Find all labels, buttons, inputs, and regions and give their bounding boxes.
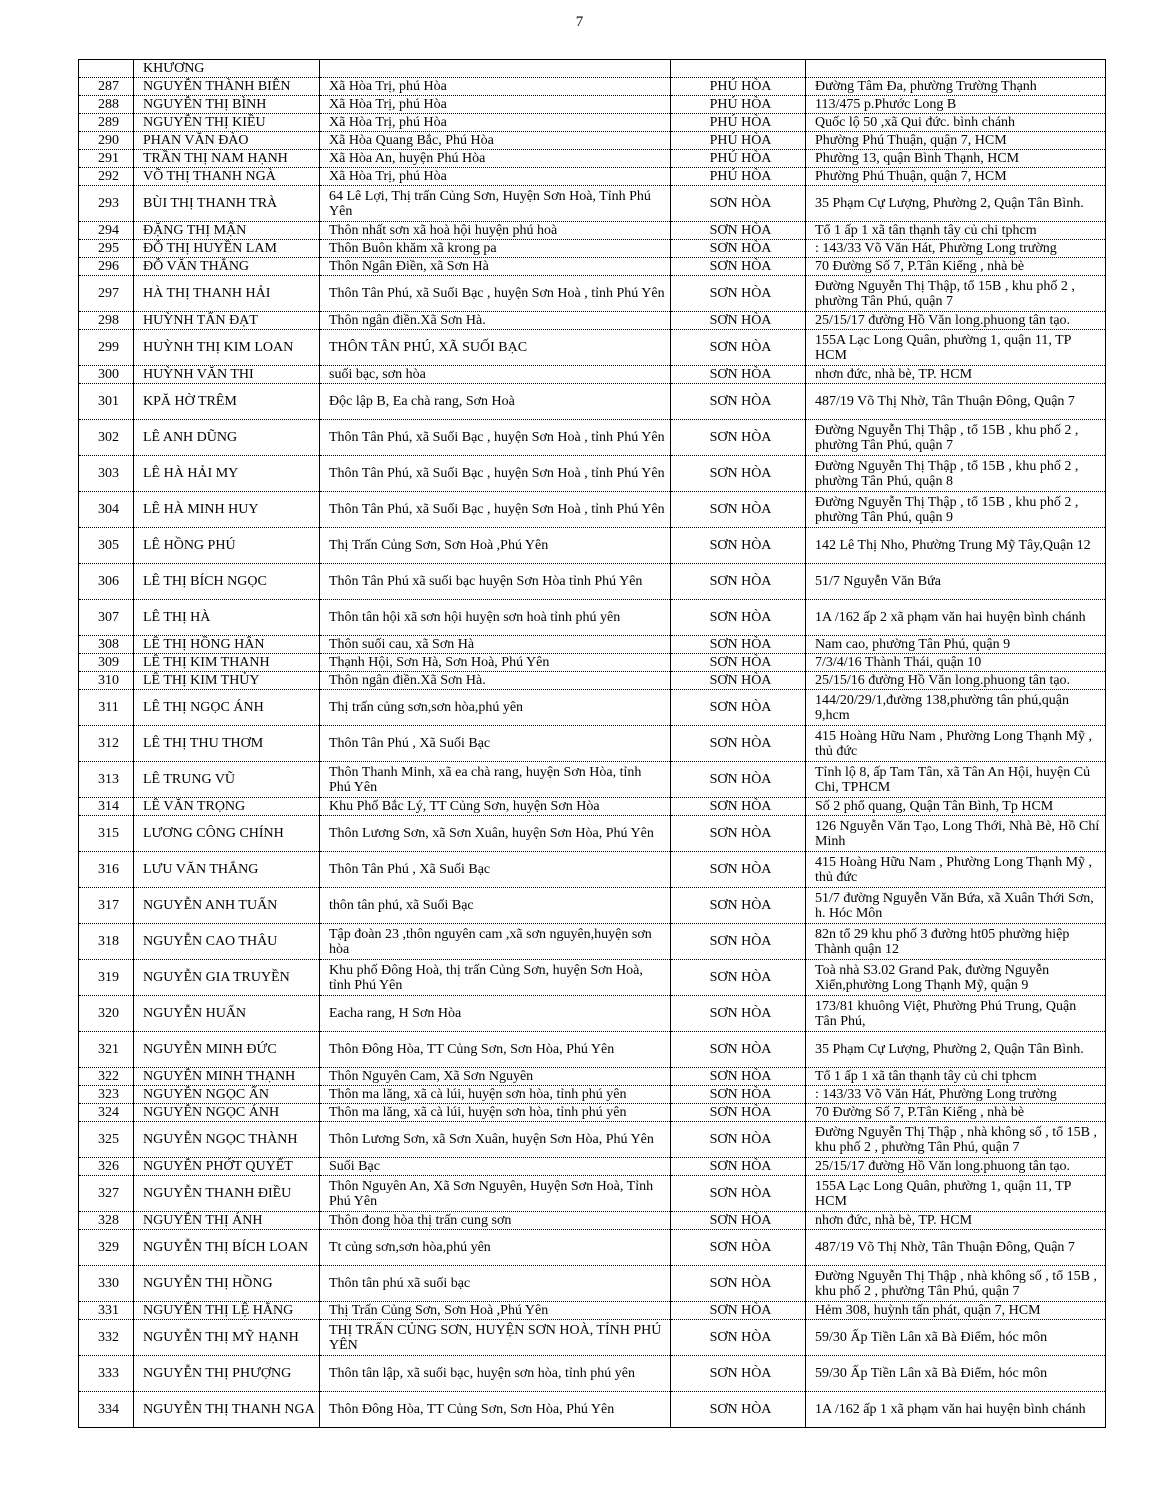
district: SƠN HÒA	[671, 276, 806, 312]
home-address: THÔN TÂN PHÚ, XÃ SUỐI BẠC	[320, 330, 671, 366]
row-number: 328	[79, 1212, 134, 1230]
person-name: NGUYỄN THỊ KIỀU	[134, 114, 320, 132]
district: SƠN HÒA	[671, 384, 806, 420]
home-address: Thôn nhất sơn xã hoà hội huyện phú hoà	[320, 222, 671, 240]
district: SƠN HÒA	[671, 456, 806, 492]
table-row	[79, 798, 1106, 816]
current-address: Quốc lộ 50 ,xã Qui đức. bình chánh	[806, 114, 1106, 132]
district: SƠN HÒA	[671, 1212, 806, 1230]
district: SƠN HÒA	[671, 1266, 806, 1302]
home-address	[320, 60, 671, 78]
current-address: 51/7 Nguyễn Văn Bứa	[806, 564, 1106, 600]
current-address: 126 Nguyễn Văn Tạo, Long Thới, Nhà Bè, Hồ Chí Minh	[806, 816, 1106, 852]
person-name: LÊ HỒNG PHÚ	[134, 528, 320, 564]
current-address: 487/19 Võ Thị Nhờ, Tân Thuận Đông, Quận 7	[806, 1230, 1106, 1266]
district	[671, 60, 806, 78]
person-name: LÊ THỊ BÍCH NGỌC	[134, 564, 320, 600]
person-name: LÊ HÀ HẢI MY	[134, 456, 320, 492]
table-row	[79, 1356, 1106, 1392]
home-address: Thôn Tân Phú, xã Suối Bạc , huyện Sơn Hoà , tỉnh Phú Yên	[320, 456, 671, 492]
row-number: 318	[79, 924, 134, 960]
person-name: NGUYỄN MINH ĐỨC	[134, 1032, 320, 1068]
row-number: 326	[79, 1158, 134, 1176]
table-row	[79, 150, 1106, 168]
home-address: Độc lập B, Ea chà rang, Sơn Hoà	[320, 384, 671, 420]
table-row	[79, 1176, 1106, 1212]
current-address: 25/15/17 đường Hồ Văn long.phuong tân tạo.	[806, 312, 1106, 330]
person-name: NGUYỄN THỊ THANH NGA	[134, 1392, 320, 1428]
person-name: LÊ VĂN TRỌNG	[134, 798, 320, 816]
row-number: 321	[79, 1032, 134, 1068]
row-number: 329	[79, 1230, 134, 1266]
person-name: KPĂ HỜ TRÊM	[134, 384, 320, 420]
row-number: 301	[79, 384, 134, 420]
home-address: Thôn ma lăng, xã cà lúi, huyện sơn hòa, tỉnh phú yên	[320, 1086, 671, 1104]
district: SƠN HÒA	[671, 420, 806, 456]
row-number: 327	[79, 1176, 134, 1212]
district: PHÚ HÒA	[671, 168, 806, 186]
district: SƠN HÒA	[671, 1068, 806, 1086]
current-address: Số 2 phổ quang, Quận Tân Bình, Tp HCM	[806, 798, 1106, 816]
row-number: 331	[79, 1302, 134, 1320]
row-number: 315	[79, 816, 134, 852]
district: SƠN HÒA	[671, 726, 806, 762]
district: SƠN HÒA	[671, 672, 806, 690]
person-name: HÀ THỊ THANH HẢI	[134, 276, 320, 312]
district: SƠN HÒA	[671, 1356, 806, 1392]
person-name: LÊ THỊ THU THƠM	[134, 726, 320, 762]
person-name: NGUYỄN GIA TRUYỀN	[134, 960, 320, 996]
row-number: 302	[79, 420, 134, 456]
row-number: 319	[79, 960, 134, 996]
current-address: Phường Phú Thuận, quận 7, HCM	[806, 168, 1106, 186]
current-address: Phường 13, quận Bình Thạnh, HCM	[806, 150, 1106, 168]
row-number: 295	[79, 240, 134, 258]
district: SƠN HÒA	[671, 1122, 806, 1158]
home-address: Tập đoàn 23 ,thôn nguyên cam ,xã sơn nguyên,huyện sơn hòa	[320, 924, 671, 960]
current-address: 113/475 p.Phước Long B	[806, 96, 1106, 114]
row-number: 325	[79, 1122, 134, 1158]
row-number: 300	[79, 366, 134, 384]
person-name: ĐỖ VĂN THẮNG	[134, 258, 320, 276]
home-address: Xã Hòa Trị, phú Hòa	[320, 78, 671, 96]
home-address: THỊ TRẤN CỦNG SƠN, HUYỆN SƠN HOÀ, TỈNH PHÚ YÊN	[320, 1320, 671, 1356]
district: SƠN HÒA	[671, 636, 806, 654]
home-address: Thôn Tân Phú , Xã Suối Bạc	[320, 726, 671, 762]
home-address: Thôn đong hòa thị trấn cung sơn	[320, 1212, 671, 1230]
person-name: LÊ THỊ HỒNG HÂN	[134, 636, 320, 654]
current-address: Hẻm 308, huỳnh tấn phát, quận 7, HCM	[806, 1302, 1106, 1320]
row-number: 312	[79, 726, 134, 762]
row-number: 307	[79, 600, 134, 636]
home-address: Suối Bạc	[320, 1158, 671, 1176]
table-row	[79, 996, 1106, 1032]
person-name: NGUYỄN ANH TUẤN	[134, 888, 320, 924]
row-number: 305	[79, 528, 134, 564]
district: SƠN HÒA	[671, 924, 806, 960]
district: SƠN HÒA	[671, 186, 806, 222]
table-row	[79, 330, 1106, 366]
roster-table	[78, 59, 1106, 1428]
person-name: KHƯƠNG	[134, 60, 320, 78]
current-address: 487/19 Võ Thị Nhờ, Tân Thuận Đông, Quận 7	[806, 384, 1106, 420]
current-address: Đường Nguyễn Thị Thập , nhà không số , tổ 15B , khu phố 2 , phường Tân Phú, quận 7	[806, 1266, 1106, 1302]
row-number: 299	[79, 330, 134, 366]
current-address: Đường Nguyễn Thị Thập , tổ 15B , khu phố 2 , phường Tân Phú, quận 9	[806, 492, 1106, 528]
home-address: Thôn Thanh Minh, xã ea chà rang, huyện Sơn Hòa, tỉnh Phú Yên	[320, 762, 671, 798]
row-number: 297	[79, 276, 134, 312]
district: SƠN HÒA	[671, 222, 806, 240]
person-name: LÊ THỊ KIM THỦY	[134, 672, 320, 690]
district: SƠN HÒA	[671, 762, 806, 798]
table-row	[79, 1320, 1106, 1356]
table-row	[79, 726, 1106, 762]
table-row	[79, 456, 1106, 492]
district: SƠN HÒA	[671, 312, 806, 330]
person-name: NGUYỄN THỊ ÁNH	[134, 1212, 320, 1230]
district: SƠN HÒA	[671, 816, 806, 852]
table-row	[79, 816, 1106, 852]
row-number: 313	[79, 762, 134, 798]
row-number: 330	[79, 1266, 134, 1302]
person-name: LÊ TRUNG VŨ	[134, 762, 320, 798]
district: SƠN HÒA	[671, 528, 806, 564]
table-row	[79, 690, 1106, 726]
table-row	[79, 366, 1106, 384]
district: SƠN HÒA	[671, 960, 806, 996]
row-number: 293	[79, 186, 134, 222]
home-address: Xã Hòa Trị, phú Hòa	[320, 96, 671, 114]
table-row	[79, 420, 1106, 456]
person-name: PHAN VĂN ĐÀO	[134, 132, 320, 150]
person-name: ĐỖ THỊ HUYỀN LAM	[134, 240, 320, 258]
table-row	[79, 1266, 1106, 1302]
home-address: Thị Trấn Củng Sơn, Sơn Hoà ,Phú Yên	[320, 528, 671, 564]
current-address: 144/20/29/1,đường 138,phường tân phú,quận 9,hcm	[806, 690, 1106, 726]
current-address: 173/81 khuông Việt, Phường Phú Trung, Quận Tân Phú,	[806, 996, 1106, 1032]
district: SƠN HÒA	[671, 1176, 806, 1212]
current-address: 1A /162 ấp 1 xã phạm văn hai huyện bình chánh	[806, 1392, 1106, 1428]
district: SƠN HÒA	[671, 492, 806, 528]
table-row	[79, 78, 1106, 96]
home-address: Thôn Tân Phú, xã Suối Bạc , huyện Sơn Hoà , tỉnh Phú Yên	[320, 420, 671, 456]
current-address: 415 Hoàng Hữu Nam , Phường Long Thạnh Mỹ , thủ đức	[806, 852, 1106, 888]
person-name: NGUYỄN THỊ HỒNG	[134, 1266, 320, 1302]
current-address: Nam cao, phường Tân Phú, quận 9	[806, 636, 1106, 654]
person-name: LÊ HÀ MINH HUY	[134, 492, 320, 528]
home-address: Thôn Tân Phú , Xã Suối Bạc	[320, 852, 671, 888]
person-name: LƯU VĂN THẮNG	[134, 852, 320, 888]
district: SƠN HÒA	[671, 1392, 806, 1428]
row-number: 292	[79, 168, 134, 186]
home-address: Thôn Tân Phú, xã Suối Bạc , huyện Sơn Hoà , tỉnh Phú Yên	[320, 276, 671, 312]
current-address: 155A Lạc Long Quân, phường 1, quận 11, TP HCM	[806, 330, 1106, 366]
home-address: Khu phố Đông Hoà, thị trấn Củng Sơn, huyện Sơn Hoà, tỉnh Phú Yên	[320, 960, 671, 996]
row-number: 306	[79, 564, 134, 600]
row-number: 323	[79, 1086, 134, 1104]
home-address: Thị Trấn Củng Sơn, Sơn Hoà ,Phú Yên	[320, 1302, 671, 1320]
person-name: HUỲNH VĂN THI	[134, 366, 320, 384]
person-name: NGUYỄN HUẤN	[134, 996, 320, 1032]
table-row	[79, 888, 1106, 924]
person-name: NGUYỄN THỊ PHƯỢNG	[134, 1356, 320, 1392]
table-row	[79, 492, 1106, 528]
current-address: Tổ 1 ấp 1 xã tân thạnh tây củ chi tphcm	[806, 1068, 1106, 1086]
district: SƠN HÒA	[671, 366, 806, 384]
table-row	[79, 1032, 1106, 1068]
row-number: 291	[79, 150, 134, 168]
row-number: 298	[79, 312, 134, 330]
person-name: NGUYỄN MINH THẠNH	[134, 1068, 320, 1086]
table-row	[79, 222, 1106, 240]
person-name: LÊ THỊ NGỌC ÁNH	[134, 690, 320, 726]
current-address: 59/30 Ấp Tiền Lân xã Bà Điểm, hóc môn	[806, 1356, 1106, 1392]
person-name: NGUYỄN THỊ BÌNH	[134, 96, 320, 114]
district: SƠN HÒA	[671, 1032, 806, 1068]
home-address: Thôn tân lập, xã suối bạc, huyện sơn hòa, tỉnh phú yên	[320, 1356, 671, 1392]
home-address: Xã Hòa An, huyện Phú Hòa	[320, 150, 671, 168]
person-name: NGUYỄN CAO THÂU	[134, 924, 320, 960]
row-number: 314	[79, 798, 134, 816]
table-row	[79, 60, 1106, 78]
district: SƠN HÒA	[671, 258, 806, 276]
table-row	[79, 1158, 1106, 1176]
current-address: 25/15/17 đường Hồ Văn long.phuong tân tạo.	[806, 1158, 1106, 1176]
current-address: 1A /162 ấp 2 xã phạm văn hai huyện bình chánh	[806, 600, 1106, 636]
current-address: Đường Nguyễn Thị Thập, tổ 15B , khu phố 2 , phường Tân Phú, quận 7	[806, 276, 1106, 312]
row-number: 333	[79, 1356, 134, 1392]
table-row	[79, 1230, 1106, 1266]
table-row	[79, 1392, 1106, 1428]
person-name: NGUYỄN PHỚT QUYẾT	[134, 1158, 320, 1176]
district: SƠN HÒA	[671, 1086, 806, 1104]
table-row	[79, 762, 1106, 798]
home-address: Thôn Nguyên An, Xã Sơn Nguyên, Huyện Sơn Hoà, Tỉnh Phú Yên	[320, 1176, 671, 1212]
district: SƠN HÒA	[671, 240, 806, 258]
row-number: 310	[79, 672, 134, 690]
table-row	[79, 114, 1106, 132]
district: SƠN HÒA	[671, 600, 806, 636]
district: SƠN HÒA	[671, 798, 806, 816]
row-number: 324	[79, 1104, 134, 1122]
row-number: 320	[79, 996, 134, 1032]
person-name: LÊ THỊ KIM THANH	[134, 654, 320, 672]
person-name: NGUYỄN THỊ LỆ HẰNG	[134, 1302, 320, 1320]
current-address: 25/15/16 đường Hồ Văn long.phuong tân tạo.	[806, 672, 1106, 690]
person-name: NGUYỄN THỊ BÍCH LOAN	[134, 1230, 320, 1266]
current-address: : 143/33 Võ Văn Hát, Phường Long trường	[806, 240, 1106, 258]
row-number: 304	[79, 492, 134, 528]
table-row	[79, 168, 1106, 186]
row-number: 288	[79, 96, 134, 114]
home-address: Thôn Lương Sơn, xã Sơn Xuân, huyện Sơn Hòa, Phú Yên	[320, 1122, 671, 1158]
home-address: thôn tân phú, xã Suối Bạc	[320, 888, 671, 924]
district: SƠN HÒA	[671, 690, 806, 726]
person-name: NGUYỄN NGỌC ẨN	[134, 1086, 320, 1104]
current-address: Đường Nguyễn Thị Thập , tổ 15B , khu phố 2 , phường Tân Phú, quận 7	[806, 420, 1106, 456]
table-row	[79, 528, 1106, 564]
row-number: 303	[79, 456, 134, 492]
current-address: 70 Đường Số 7, P.Tân Kiểng , nhà bè	[806, 258, 1106, 276]
row-number: 287	[79, 78, 134, 96]
current-address: 155A Lạc Long Quân, phường 1, quận 11, TP HCM	[806, 1176, 1106, 1212]
table-row	[79, 1086, 1106, 1104]
home-address: Thôn Ngân Điền, xã Sơn Hà	[320, 258, 671, 276]
table-row	[79, 384, 1106, 420]
table-row	[79, 672, 1106, 690]
current-address: nhơn đức, nhà bè, TP. HCM	[806, 366, 1106, 384]
row-number: 334	[79, 1392, 134, 1428]
current-address: 142 Lê Thị Nho, Phường Trung Mỹ Tây,Quận 12	[806, 528, 1106, 564]
person-name: NGUYỄN THANH ĐIỀU	[134, 1176, 320, 1212]
table-row	[79, 1104, 1106, 1122]
row-number: 317	[79, 888, 134, 924]
home-address: Thị trấn củng sơn,sơn hòa,phú yên	[320, 690, 671, 726]
current-address: Đường Nguyễn Thị Thập , nhà không số , tổ 15B , khu phố 2 , phường Tân Phú, quận 7	[806, 1122, 1106, 1158]
row-number: 290	[79, 132, 134, 150]
district: SƠN HÒA	[671, 1302, 806, 1320]
person-name: BÙI THỊ THANH TRÀ	[134, 186, 320, 222]
current-address: Đường Tâm Đa, phường Trường Thạnh	[806, 78, 1106, 96]
row-number: 316	[79, 852, 134, 888]
current-address: 51/7 đường Nguyễn Văn Bứa, xã Xuân Thới Sơn, h. Hóc Môn	[806, 888, 1106, 924]
person-name: LÊ THỊ HÀ	[134, 600, 320, 636]
table-row	[79, 1302, 1106, 1320]
person-name: ĐẶNG THỊ MẬN	[134, 222, 320, 240]
current-address	[806, 60, 1106, 78]
home-address: Xã Hòa Trị, phú Hòa	[320, 168, 671, 186]
person-name: NGUYỄN THỊ MỸ HẠNH	[134, 1320, 320, 1356]
district: SƠN HÒA	[671, 1320, 806, 1356]
home-address: Thôn Lương Sơn, xã Sơn Xuân, huyện Sơn Hòa, Phú Yên	[320, 816, 671, 852]
table-row	[79, 852, 1106, 888]
home-address: Thôn Tân Phú, xã Suối Bạc , huyện Sơn Hoà , tỉnh Phú Yên	[320, 492, 671, 528]
district: SƠN HÒA	[671, 1104, 806, 1122]
district: SƠN HÒA	[671, 1158, 806, 1176]
table-row	[79, 960, 1106, 996]
home-address: Thôn suối cau, xã Sơn Hà	[320, 636, 671, 654]
current-address: 415 Hoàng Hữu Nam , Phường Long Thạnh Mỹ , thủ đức	[806, 726, 1106, 762]
home-address: Thôn Nguyên Cam, Xã Sơn Nguyên	[320, 1068, 671, 1086]
district: PHÚ HÒA	[671, 132, 806, 150]
district: PHÚ HÒA	[671, 96, 806, 114]
home-address: Khu Phố Bắc Lý, TT Củng Sơn, huyện Sơn Hòa	[320, 798, 671, 816]
table-row	[79, 186, 1106, 222]
home-address: Thôn tân hội xã sơn hội huyện sơn hoà tỉnh phú yên	[320, 600, 671, 636]
district: SƠN HÒA	[671, 564, 806, 600]
current-address: nhơn đức, nhà bè, TP. HCM	[806, 1212, 1106, 1230]
district: PHÚ HÒA	[671, 114, 806, 132]
home-address: Thôn ngân điền.Xã Sơn Hà.	[320, 672, 671, 690]
table-row	[79, 564, 1106, 600]
current-address: 35 Phạm Cự Lượng, Phường 2, Quận Tân Bình.	[806, 1032, 1106, 1068]
current-address: Phường Phú Thuận, quận 7, HCM	[806, 132, 1106, 150]
home-address: Thôn tân phú xã suối bạc	[320, 1266, 671, 1302]
table-row	[79, 132, 1106, 150]
home-address: Tt củng sơn,sơn hòa,phú yên	[320, 1230, 671, 1266]
district: PHÚ HÒA	[671, 150, 806, 168]
person-name: NGUYỄN THÀNH BIÊN	[134, 78, 320, 96]
district: PHÚ HÒA	[671, 78, 806, 96]
home-address: 64 Lê Lợi, Thị trấn Củng Sơn, Huyện Sơn Hoà, Tỉnh Phú Yên	[320, 186, 671, 222]
person-name: NGUYỄN NGỌC ÁNH	[134, 1104, 320, 1122]
home-address: suối bạc, sơn hòa	[320, 366, 671, 384]
person-name: TRẦN THỊ NAM HẠNH	[134, 150, 320, 168]
home-address: Thôn Tân Phú xã suối bạc huyện Sơn Hòa tỉnh Phú Yên	[320, 564, 671, 600]
home-address: Thôn ma lăng, xã cà lúi, huyện sơn hòa, tỉnh phú yên	[320, 1104, 671, 1122]
current-address: Toà nhà S3.02 Grand Pak, đường Nguyễn Xiển,phường Long Thạnh Mỹ, quận 9	[806, 960, 1106, 996]
table-row	[79, 636, 1106, 654]
roster-body	[79, 60, 1106, 1428]
person-name: VÕ THỊ THANH NGÀ	[134, 168, 320, 186]
table-row	[79, 654, 1106, 672]
person-name: HUỲNH THỊ KIM LOAN	[134, 330, 320, 366]
home-address: Xã Hòa Trị, phú Hòa	[320, 114, 671, 132]
table-row	[79, 1068, 1106, 1086]
home-address: Thôn Đông Hòa, TT Củng Sơn, Sơn Hòa, Phú Yên	[320, 1392, 671, 1428]
home-address: Thôn Buôn khăm xã krong pa	[320, 240, 671, 258]
table-row	[79, 312, 1106, 330]
row-number: 311	[79, 690, 134, 726]
district: SƠN HÒA	[671, 330, 806, 366]
current-address: : 143/33 Võ Văn Hát, Phường Long trường	[806, 1086, 1106, 1104]
district: SƠN HÒA	[671, 888, 806, 924]
row-number: 332	[79, 1320, 134, 1356]
current-address: Tỉnh lộ 8, ấp Tam Tân, xã Tân An Hội, huyện Củ Chi, TPHCM	[806, 762, 1106, 798]
row-number	[79, 60, 134, 78]
row-number: 294	[79, 222, 134, 240]
table-row	[79, 258, 1106, 276]
person-name: LƯƠNG CÔNG CHÍNH	[134, 816, 320, 852]
table-row	[79, 276, 1106, 312]
current-address: 82n tổ 29 khu phố 3 đường ht05 phường hiệp Thành quận 12	[806, 924, 1106, 960]
person-name: LÊ ANH DŨNG	[134, 420, 320, 456]
district: SƠN HÒA	[671, 996, 806, 1032]
current-address: Đường Nguyễn Thị Thập , tổ 15B , khu phố 2 , phường Tân Phú, quận 8	[806, 456, 1106, 492]
district: SƠN HÒA	[671, 852, 806, 888]
district: SƠN HÒA	[671, 654, 806, 672]
row-number: 296	[79, 258, 134, 276]
page-number: 7	[575, 14, 584, 30]
table-row	[79, 600, 1106, 636]
current-address: Tổ 1 ấp 1 xã tân thạnh tây củ chi tphcm	[806, 222, 1106, 240]
current-address: 59/30 Ấp Tiền Lân xã Bà Điểm, hóc môn	[806, 1320, 1106, 1356]
row-number: 322	[79, 1068, 134, 1086]
row-number: 289	[79, 114, 134, 132]
current-address: 35 Phạm Cự Lượng, Phường 2, Quận Tân Bình.	[806, 186, 1106, 222]
home-address: Thôn Đông Hòa, TT Củng Sơn, Sơn Hòa, Phú Yên	[320, 1032, 671, 1068]
row-number: 309	[79, 654, 134, 672]
person-name: NGUYỄN NGỌC THÀNH	[134, 1122, 320, 1158]
table-row	[79, 240, 1106, 258]
district: SƠN HÒA	[671, 1230, 806, 1266]
current-address: 7/3/4/16 Thành Thái, quận 10	[806, 654, 1106, 672]
home-address: Thạnh Hội, Sơn Hà, Sơn Hoà, Phú Yên	[320, 654, 671, 672]
table-row	[79, 96, 1106, 114]
table-row	[79, 1212, 1106, 1230]
current-address: 70 Đường Số 7, P.Tân Kiểng , nhà bè	[806, 1104, 1106, 1122]
home-address: Eacha rang, H Sơn Hòa	[320, 996, 671, 1032]
home-address: Thôn ngân điền.Xã Sơn Hà.	[320, 312, 671, 330]
person-name: HUỲNH TẤN ĐẠT	[134, 312, 320, 330]
table-row	[79, 1122, 1106, 1158]
home-address: Xã Hòa Quang Bắc, Phú Hòa	[320, 132, 671, 150]
row-number: 308	[79, 636, 134, 654]
table-row	[79, 924, 1106, 960]
